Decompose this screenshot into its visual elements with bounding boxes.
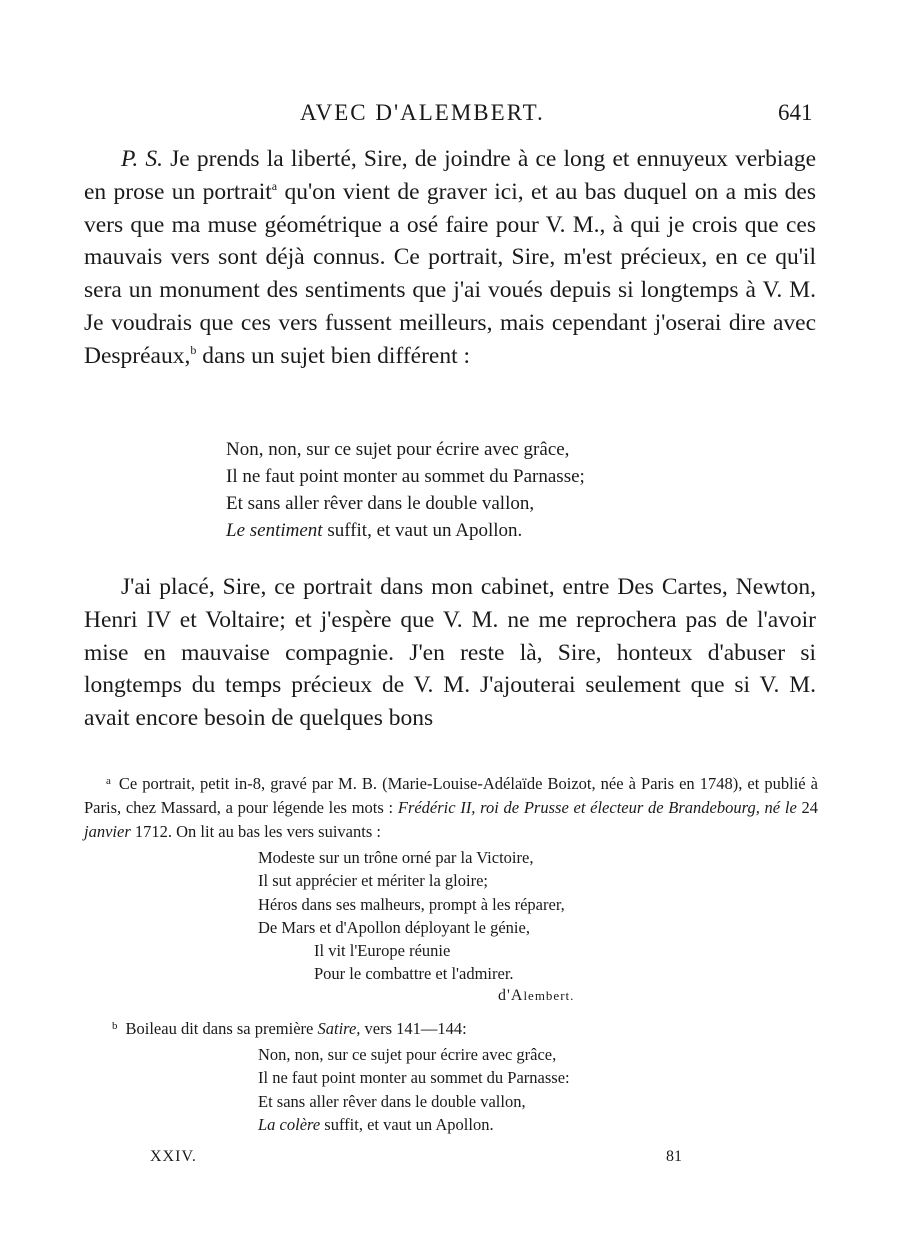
verse-line	[226, 517, 585, 544]
paragraph2-text: J'ai placé, Sire, ce portrait dans mon cabinet, entre Des Cartes, Newton, Henri IV et Voltaire; et j'espère que V. M. ne me reprochera pas de l'avoir mise en mauvaise compagnie. J'en reste là, Sire, honteux d'abuser si longtemps du temps précieux de V. M. J'ajouterai seulement que si V. M. avait encore besoin de quelques bons	[84, 574, 816, 732]
verse-signature	[498, 987, 574, 1005]
verse-italic: La colère	[258, 1114, 321, 1134]
footnote-b-italic: Satire,	[317, 1019, 361, 1038]
paragraph1-text2: qu'on vient de graver ici, et au bas duquel on a mis des vers que ma muse géométrique a osé faire pour V. M., à qui je crois que ces mauvais vers sont déjà connus. Ce portrait, Sire, m'est précieux, en ce qu'il sera un monument des sentiments que j'ai voués depuis si longtemps à V. M. Je voudrais que ces vers fussent meilleurs, mais cependant j'oserai dire avec Despréaux,	[84, 178, 816, 369]
footnote-a-italic1: Frédéric II, roi de Prusse et électeur de Brandebourg, né le	[397, 798, 797, 817]
verse-line: Héros dans ses malheurs, prompt à les réparer,	[258, 894, 565, 914]
footnote-ref-a: a	[271, 178, 278, 193]
verse-line: Et sans aller rêver dans le double vallon,	[226, 493, 535, 514]
verse-quote	[226, 436, 585, 544]
verse-line: Modeste sur un trône orné par la Victoire,	[258, 848, 534, 867]
page-number: 641	[778, 100, 813, 125]
signature-mark: XXIV.	[150, 1148, 197, 1165]
verse-italic: Le sentiment	[226, 520, 323, 541]
verse-line: Il ne faut point monter au sommet du Parnasse:	[258, 1068, 570, 1088]
verse-line: Il sut apprécier et mériter la gloire;	[258, 871, 488, 891]
verse-line: Non, non, sur ce sujet pour écrire avec grâce,	[258, 1045, 557, 1064]
footnote-b-verse	[258, 1043, 570, 1136]
verse-line	[258, 1113, 570, 1136]
footnote-ref-b: b	[190, 342, 197, 357]
paragraph-postscript	[84, 143, 816, 373]
verse-line: Et sans aller rêver dans le double vallon,	[258, 1091, 526, 1111]
signature-rest: lembert.	[523, 988, 575, 1003]
verse-line: Non, non, sur ce sujet pour écrire avec grâce,	[226, 439, 570, 460]
footnote-a-italic2: janvier	[84, 822, 131, 841]
footnote-a	[84, 772, 818, 844]
paragraph1-text3: dans un sujet bien différent :	[196, 342, 471, 369]
footnote-b-text2: vers 141—144:	[360, 1019, 467, 1038]
footnote-a-text1: Ce portrait, petit in-8, gravé par M. B. (Marie-Louise-Adélaïde Boizot, née à Paris en 1748), et publié à Paris, chez Massard, a pour légende les mots :	[84, 774, 818, 817]
footnote-a-date: 24	[796, 798, 818, 817]
footnote-a-verse	[258, 846, 565, 986]
postscript-lead: P. S.	[121, 146, 163, 172]
running-head	[0, 100, 900, 132]
paragraph-body	[84, 571, 816, 735]
signature-prefix: d'A	[498, 987, 524, 1004]
running-head-title: AVEC D'ALEMBERT.	[300, 100, 545, 125]
footnote-b-text1: Boileau dit dans sa première	[125, 1019, 318, 1038]
verse-line: De Mars et d'Apollon déployant le génie,	[258, 917, 530, 937]
footnote-a-text2: 1712. On lit au bas les vers suivants :	[130, 822, 381, 841]
footnote-mark-a: a	[106, 775, 111, 787]
verse-line-rest: suffit, et vaut un Apollon.	[322, 520, 523, 541]
footnote-b	[112, 1017, 846, 1041]
sheet-number: 81	[666, 1148, 682, 1165]
footnote-mark-b: b	[112, 1020, 118, 1032]
verse-line-rest: suffit, et vaut un Apollon.	[320, 1114, 494, 1134]
verse-line: Il vit l'Europe réunie	[314, 941, 451, 961]
verse-line: Pour le combattre et l'admirer.	[314, 964, 514, 984]
verse-line: Il ne faut point monter au sommet du Parnasse;	[226, 466, 585, 487]
paragraph1-text1: Je prends la liberté, Sire, de joindre à ce long et ennuyeux verbiage en prose un portrait	[84, 146, 816, 205]
